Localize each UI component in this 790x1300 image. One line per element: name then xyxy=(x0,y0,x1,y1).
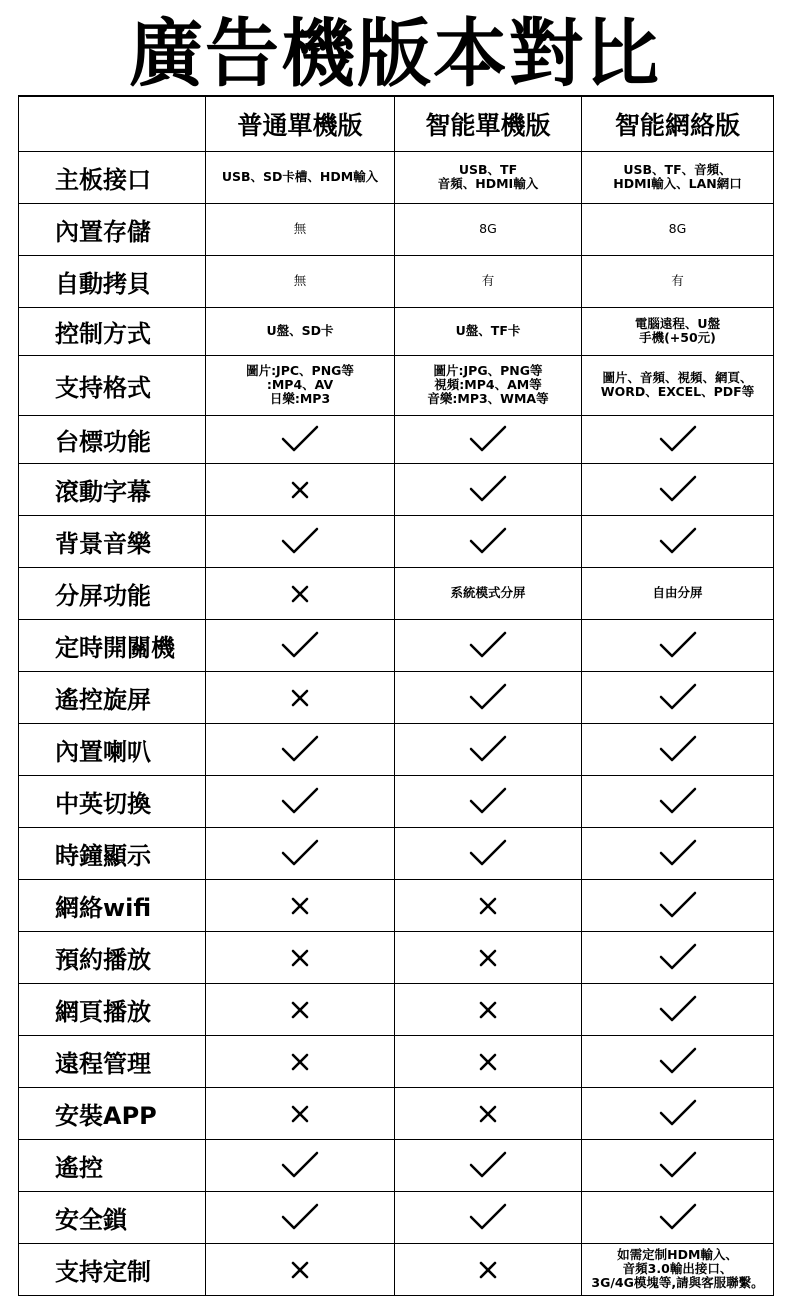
cell-smart xyxy=(395,415,582,463)
cell-basic-text: 圖片:JPC、PNG等 :MP4、AV 日樂:MP3 xyxy=(206,355,395,415)
cell-basic xyxy=(206,1087,395,1139)
row-label: 支持格式 xyxy=(19,355,206,415)
table-row xyxy=(19,1035,774,1087)
table-row xyxy=(19,1191,774,1243)
cell-smart xyxy=(395,671,582,723)
cell-smart xyxy=(395,1087,582,1139)
cell-network xyxy=(582,723,774,775)
cell-network xyxy=(582,515,774,567)
row-label: 遙控 xyxy=(19,1139,206,1191)
row-label: 內置喇叭 xyxy=(19,723,206,775)
cell-smart xyxy=(395,1191,582,1243)
page-title: 廣告機版本對比 xyxy=(129,10,661,97)
cell-network xyxy=(582,415,774,463)
check-icon xyxy=(658,526,698,556)
cell-network xyxy=(582,671,774,723)
cell-basic xyxy=(206,1191,395,1243)
row-label: 內置存儲 xyxy=(19,203,206,255)
cell-basic xyxy=(206,415,395,463)
check-icon xyxy=(658,1150,698,1180)
cross-icon xyxy=(291,1105,309,1123)
cell-smart xyxy=(395,515,582,567)
cross-icon xyxy=(479,1053,497,1071)
check-icon xyxy=(658,682,698,712)
check-icon xyxy=(658,786,698,816)
cross-icon xyxy=(291,1053,309,1071)
cross-icon xyxy=(291,949,309,967)
check-icon xyxy=(468,838,508,868)
cross-icon xyxy=(291,1261,309,1279)
cell-basic xyxy=(206,775,395,827)
cell-smart-text: USB、TF 音頻、HDMI輸入 xyxy=(395,151,582,203)
table-row xyxy=(19,255,774,307)
cell-basic xyxy=(206,1243,395,1295)
table-row xyxy=(19,619,774,671)
check-icon xyxy=(468,1150,508,1180)
check-icon xyxy=(658,474,698,504)
check-icon xyxy=(468,630,508,660)
table-row xyxy=(19,415,774,463)
table-row xyxy=(19,827,774,879)
check-icon xyxy=(468,424,508,454)
cell-network-text: 如需定制HDM輸入、 音頻3.0輸出接口、 3G/4G模塊等,請與客服聯繫。 xyxy=(582,1243,774,1295)
check-icon xyxy=(468,526,508,556)
table-row xyxy=(19,1139,774,1191)
cell-basic xyxy=(206,1035,395,1087)
cell-network xyxy=(582,827,774,879)
row-label: 網絡wifi xyxy=(19,879,206,931)
table-row xyxy=(19,203,774,255)
check-icon xyxy=(658,734,698,764)
check-icon xyxy=(658,838,698,868)
row-label: 自動拷貝 xyxy=(19,255,206,307)
cell-network xyxy=(582,879,774,931)
row-label: 滾動字幕 xyxy=(19,463,206,515)
cell-network xyxy=(582,1139,774,1191)
table-row xyxy=(19,983,774,1035)
cell-network-text: 電腦遠程、U盤 手機(+50元) xyxy=(582,307,774,355)
cell-smart xyxy=(395,1035,582,1087)
cell-basic xyxy=(206,671,395,723)
cell-network xyxy=(582,1035,774,1087)
table-row xyxy=(19,775,774,827)
table-row xyxy=(19,1243,774,1295)
cell-basic-text: USB、SD卡槽、HDM輸入 xyxy=(206,151,395,203)
header-smart-standalone: 智能單機版 xyxy=(395,96,582,151)
table-row xyxy=(19,307,774,355)
check-icon xyxy=(280,734,320,764)
cross-icon xyxy=(291,897,309,915)
row-label: 主板接口 xyxy=(19,151,206,203)
cross-icon xyxy=(479,897,497,915)
cell-network xyxy=(582,931,774,983)
cell-network xyxy=(582,463,774,515)
cell-network-text: USB、TF、音頻、 HDMI輸入、LAN網口 xyxy=(582,151,774,203)
cross-icon xyxy=(479,1001,497,1019)
check-icon xyxy=(280,630,320,660)
cell-smart xyxy=(395,723,582,775)
table-row xyxy=(19,671,774,723)
row-label: 時鐘顯示 xyxy=(19,827,206,879)
check-icon xyxy=(658,994,698,1024)
check-icon xyxy=(468,682,508,712)
table-row xyxy=(19,463,774,515)
check-icon xyxy=(658,1098,698,1128)
header-basic-standalone: 普通單機版 xyxy=(206,96,395,151)
cell-smart-text: U盤、TF卡 xyxy=(395,307,582,355)
check-icon xyxy=(658,1202,698,1232)
check-icon xyxy=(658,424,698,454)
row-label: 分屏功能 xyxy=(19,567,206,619)
check-icon xyxy=(468,734,508,764)
row-label: 安裝APP xyxy=(19,1087,206,1139)
table-row xyxy=(19,515,774,567)
cell-smart xyxy=(395,827,582,879)
cell-network xyxy=(582,775,774,827)
table-body xyxy=(19,151,774,1295)
cross-icon xyxy=(291,689,309,707)
cell-network xyxy=(582,619,774,671)
check-icon xyxy=(468,1202,508,1232)
cell-smart-text: 有 xyxy=(395,255,582,307)
cross-icon xyxy=(479,949,497,967)
comparison-table xyxy=(18,95,774,1296)
cell-smart xyxy=(395,463,582,515)
cell-smart xyxy=(395,619,582,671)
check-icon xyxy=(468,474,508,504)
cell-smart-text: 系統模式分屏 xyxy=(395,567,582,619)
check-icon xyxy=(658,890,698,920)
cell-basic xyxy=(206,567,395,619)
cell-basic-text: U盤、SD卡 xyxy=(206,307,395,355)
table-row xyxy=(19,355,774,415)
row-label: 台標功能 xyxy=(19,415,206,463)
check-icon xyxy=(280,786,320,816)
cell-basic xyxy=(206,931,395,983)
cell-basic xyxy=(206,827,395,879)
header-smart-network: 智能網絡版 xyxy=(582,96,774,151)
table-header-row xyxy=(19,96,774,151)
cross-icon xyxy=(479,1261,497,1279)
check-icon xyxy=(280,838,320,868)
row-label: 定時開關機 xyxy=(19,619,206,671)
cross-icon xyxy=(291,585,309,603)
row-label: 中英切換 xyxy=(19,775,206,827)
row-label: 背景音樂 xyxy=(19,515,206,567)
cell-smart-text: 8G xyxy=(395,203,582,255)
row-label: 支持定制 xyxy=(19,1243,206,1295)
cell-network xyxy=(582,1087,774,1139)
cell-smart xyxy=(395,983,582,1035)
cell-smart-text: 圖片:JPG、PNG等 視頻:MP4、AM等 音樂:MP3、WMA等 xyxy=(395,355,582,415)
cell-network-text: 有 xyxy=(582,255,774,307)
check-icon xyxy=(658,942,698,972)
check-icon xyxy=(468,786,508,816)
cell-smart xyxy=(395,1139,582,1191)
row-label: 遠程管理 xyxy=(19,1035,206,1087)
cell-basic xyxy=(206,619,395,671)
table-row xyxy=(19,723,774,775)
cross-icon xyxy=(479,1105,497,1123)
cell-basic-text: 無 xyxy=(206,203,395,255)
row-label: 遙控旋屏 xyxy=(19,671,206,723)
cross-icon xyxy=(291,1001,309,1019)
check-icon xyxy=(280,424,320,454)
check-icon xyxy=(658,630,698,660)
row-label: 預約播放 xyxy=(19,931,206,983)
cell-basic-text: 無 xyxy=(206,255,395,307)
row-label: 控制方式 xyxy=(19,307,206,355)
cross-icon xyxy=(291,481,309,499)
cell-smart xyxy=(395,931,582,983)
cell-smart xyxy=(395,775,582,827)
row-label: 網頁播放 xyxy=(19,983,206,1035)
cell-smart xyxy=(395,1243,582,1295)
table-row xyxy=(19,879,774,931)
check-icon xyxy=(280,1202,320,1232)
header-corner xyxy=(19,96,206,151)
row-label: 安全鎖 xyxy=(19,1191,206,1243)
check-icon xyxy=(658,1046,698,1076)
cell-basic xyxy=(206,515,395,567)
cell-smart xyxy=(395,879,582,931)
cell-basic xyxy=(206,1139,395,1191)
check-icon xyxy=(280,1150,320,1180)
cell-network-text: 8G xyxy=(582,203,774,255)
cell-network-text: 自由分屏 xyxy=(582,567,774,619)
cell-basic xyxy=(206,463,395,515)
cell-network-text: 圖片、音頻、視頻、網頁、 WORD、EXCEL、PDF等 xyxy=(582,355,774,415)
cell-basic xyxy=(206,983,395,1035)
cell-network xyxy=(582,1191,774,1243)
table-row xyxy=(19,931,774,983)
check-icon xyxy=(280,526,320,556)
table-row xyxy=(19,151,774,203)
table-row xyxy=(19,567,774,619)
cell-network xyxy=(582,983,774,1035)
cell-basic xyxy=(206,879,395,931)
table-row xyxy=(19,1087,774,1139)
cell-basic xyxy=(206,723,395,775)
